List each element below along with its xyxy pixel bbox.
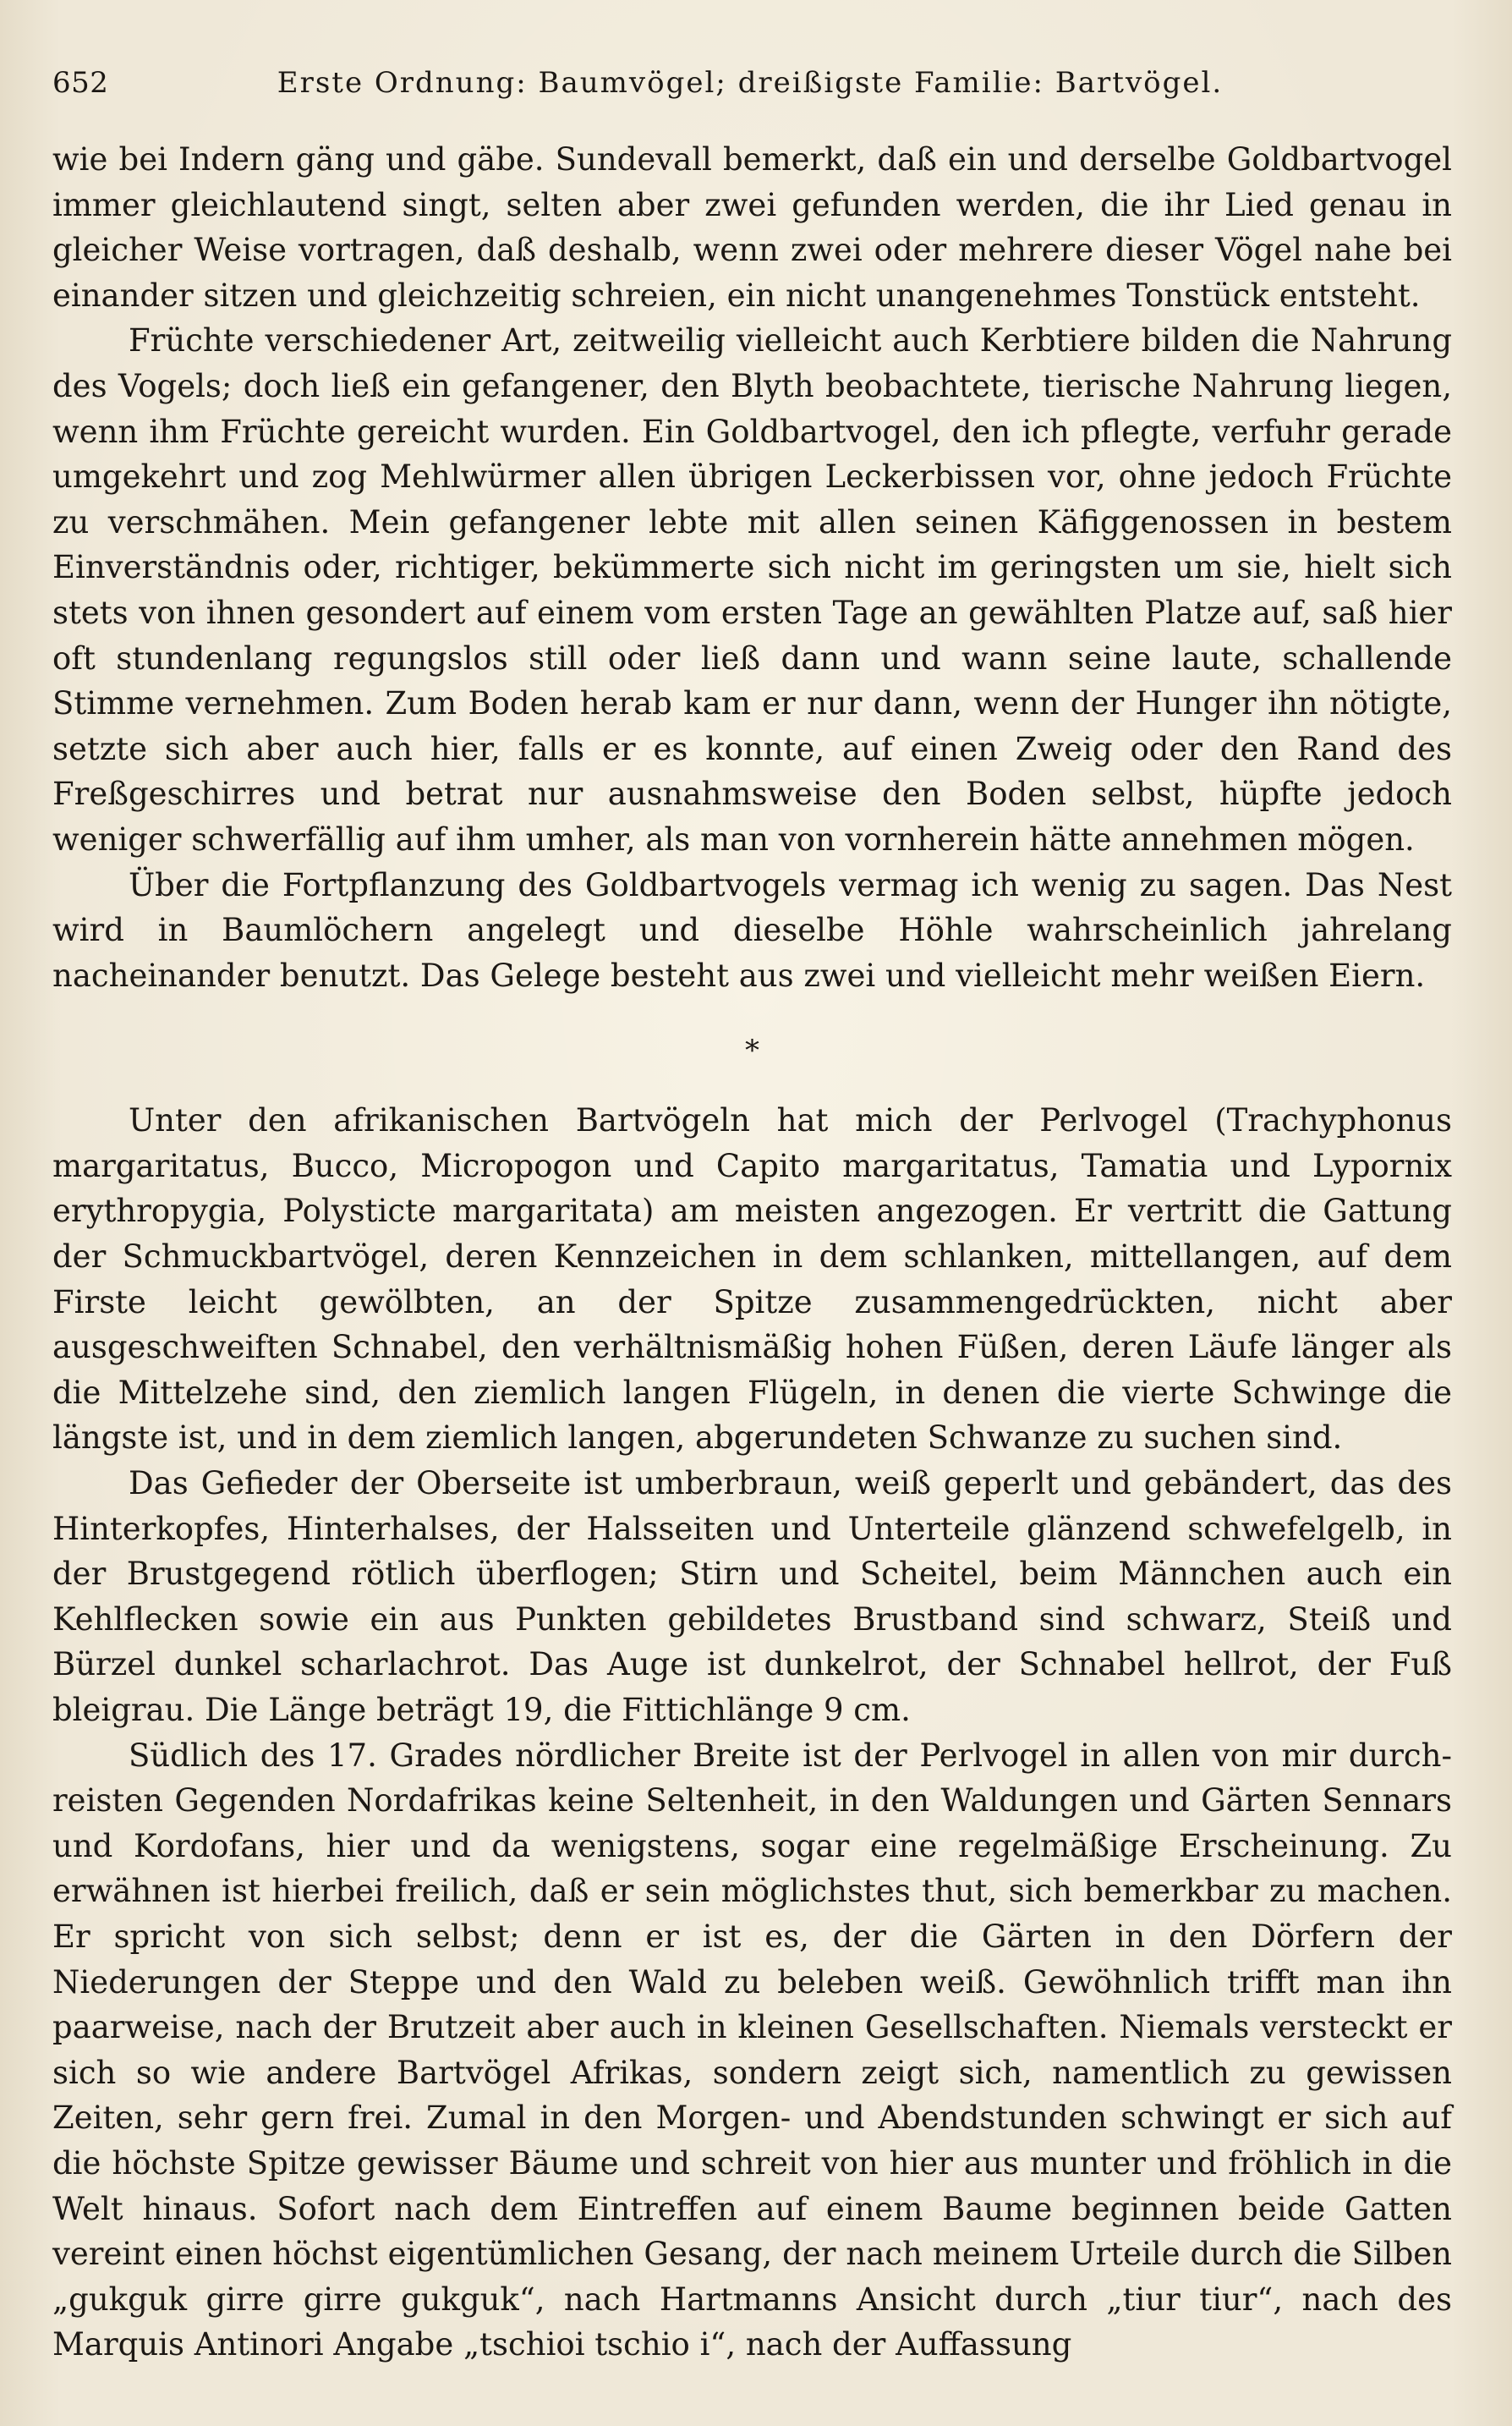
section-separator: * xyxy=(745,1034,759,1068)
running-title: Erste Ordnung: Baumvögel; dreißigste Familie: Bartvögel. xyxy=(277,66,1224,100)
paragraph: Früchte verschiedener Art, zeitweilig vielleicht auch Kerbtiere bilden die Nahrung des Vogels; doch ließ ein gefangener, den Blyth beobachtete, tierische Nahrung liegen, wenn ihm Früchte gereicht wurden. Ein Goldbartvogel, den ich pflegte, verfuhr gerade umgekehrt und zog Mehlwürmer allen übrigen Leckerbissen vor, ohne jedoch Früchte zu verschmähen. Mein gefangener lebte mit allen seinen Käfiggenossen in bestem Einverständnis oder, richtiger, bekümmerte sich nicht im geringsten um sie, hielt sich stets von ihnen gesondert auf einem vom ersten Tage an gewählten Platze auf, saß hier oft stundenlang regungslos still oder ließ dann und wann seine laute, schallende Stimme vernehmen. Zum Boden herab kam er nur dann, wenn der Hunger ihn nötigte, setzte sich aber auch hier, falls er es konnte, auf einen Zweig oder den Rand des Freßgeschirres und betrat nur ausnahmsweise den Boden selbst, hüpfte jedoch weniger schwerfällig auf ihm umher, als man von vornherein hätte annehmen mögen. xyxy=(52,322,1452,858)
paragraph: Südlich des 17. Grades nördlicher Breite ist der Perlvogel in allen von mir durchreisten Gegenden Nordafrikas keine Seltenheit, in den Waldungen und Gärten Sennars und Kordofans, hier und da wenigstens, sogar eine regelmäßige Erscheinung. Zu erwähnen ist hierbei freilich, daß er sein möglichstes thut, sich bemerkbar zu machen. Er spricht von sich selbst; denn er ist es, der die Gärten in den Dörfern der Niederungen der Steppe und den Wald zu beleben weiß. Gewöhnlich trifft man ihn paarweise, nach der Brutzeit aber auch in kleinen Gesellschaften. Niemals versteckt er sich so wie andere Bartvögel Afrikas, sondern zeigt sich, namentlich zu gewissen Zeiten, sehr gern frei. Zumal in den Morgen- und Abendstunden schwingt er sich auf die höchste Spitze gewisser Bäume und schreit von hier aus munter und fröhlich in die Welt hinaus. Sofort nach dem Eintreffen auf einem Baume beginnen beide Gatten vereint einen höchst eigentümlichen Gesang, der nach meinem Urteile durch die Silben „gukguk girre girre gukguk“, nach Hartmanns Ansicht durch „tiur tiur“, nach des Marquis Antinori Angabe „tschioi tschio i“, nach der Auffassung xyxy=(52,1737,1452,2363)
paragraph: Über die Fortpflanzung des Goldbartvogels vermag ich wenig zu sagen. Das Nest wird in Baumlöchern angelegt und dieselbe Höhle wahrscheinlich jahrelang nacheinander benutzt. Das Gelege besteht aus zwei und vielleicht mehr weißen Eiern. xyxy=(52,866,1452,994)
page-number: 652 xyxy=(52,66,109,100)
paragraph: Das Gefieder der Oberseite ist umberbraun, weiß geperlt und gebändert, das des Hinterkopfes, Hinterhalses, der Halsseiten und Unterteile glänzend schwefelgelb, in der Brustgegend rötlich überflogen; Stirn und Scheitel, beim Männchen auch ein Kehlflecken sowie ein aus Punkten gebildetes Brustband sind schwarz, Steiß und Bürzel dunkel scharlachrot. Das Auge ist dunkelrot, der Schnabel hellrot, der Fuß bleigrau. Die Länge beträgt 19, die Fittichlänge 9 cm. xyxy=(52,1465,1452,1728)
paragraph: Unter den afrikanischen Bartvögeln hat mich der Perlvogel (Trachyphonus margaritatus, Bucco, Micropogon und Capito margaritatus, Tamatia und Lypornix erythropygia, Polysticte margaritata) am meisten angezogen. Er vertritt die Gattung der Schmuckbartvögel, deren Kennzeichen in dem schlanken, mittellangen, auf dem Firste leicht gewölbten, an der Spitze zusammengedrückten, nicht aber ausgeschweiften Schnabel, den verhältnismäßig hohen Füßen, deren Läufe länger als die Mittelzehe sind, den ziemlich langen Flügeln, in denen die vierte Schwinge die längste ist, und in dem ziemlich langen, abgerundeten Schwanze zu suchen sind. xyxy=(52,1102,1452,1457)
paragraph: wie bei Indern gäng und gäbe. Sundevall bemerkt, daß ein und derselbe Goldbartvogel immer gleichlautend singt, selten aber zwei gefunden werden, die ihr Lied genau in gleicher Weise vortragen, daß deshalb, wenn zwei oder mehrere dieser Vögel nahe bei einander sitzen und gleichzeitig schreien, ein nicht unangenehmes Tonstück entsteht. xyxy=(52,141,1452,314)
body-text xyxy=(52,137,1452,2368)
page-header xyxy=(52,59,1448,110)
